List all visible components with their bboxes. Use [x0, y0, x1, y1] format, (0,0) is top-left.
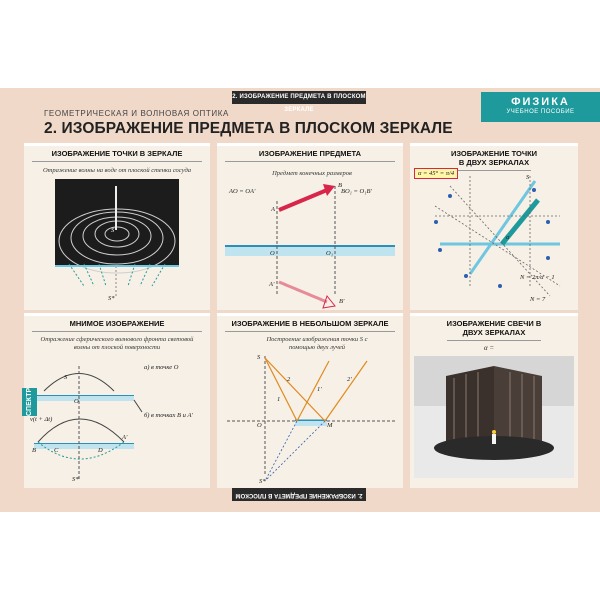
wave-photo: [24, 146, 210, 310]
object-image-diagram: [217, 146, 403, 310]
label-s-image: S*: [72, 476, 79, 483]
panel-title: МНИМОЕ ИЗОБРАЖЕНИЕ: [24, 316, 210, 332]
label-s: S: [111, 227, 115, 234]
panel-caption: Предмет конечных размеров: [272, 170, 352, 177]
panel-object-image: [217, 143, 403, 310]
label-n2p: 2': [347, 376, 352, 383]
label-b-image: B': [339, 298, 345, 305]
panel-point-two-mirrors: [410, 143, 578, 310]
label-s: S: [526, 174, 530, 181]
label-alpha: α: [506, 234, 510, 241]
publisher-logo: СПЕКТР: [22, 388, 37, 416]
alpha-label: α =: [484, 344, 495, 352]
label-a: A: [271, 206, 275, 213]
candle-photo: [410, 316, 578, 488]
equation-1: AO = OA': [229, 188, 256, 195]
note-b: б) в точках B и A': [144, 412, 193, 419]
label-o1: O₁: [326, 250, 333, 257]
alpha-value: α = 45° = π/4: [414, 168, 458, 179]
label-n1: 1: [277, 396, 281, 403]
panel-title: ИЗОБРАЖЕНИЕ ПРЕДМЕТА: [217, 146, 403, 162]
label-s-image: S*: [108, 295, 115, 302]
label-s: S: [64, 374, 68, 381]
panel-title: ИЗОБРАЖЕНИЕ В НЕБОЛЬШОМ ЗЕРКАЛЕ: [217, 316, 403, 332]
panel-caption: Отражение волны на воде от плоской стенки сосуда: [42, 167, 192, 174]
label-a-image: A': [122, 434, 128, 441]
label-m: M: [327, 422, 333, 429]
panel-caption: Построение изображения точки S с помощью двух лучей: [266, 336, 368, 351]
panel-caption: Отражение сферического волнового фронта световой волны от плоской поверхности: [40, 336, 194, 351]
panel-virtual-image: [24, 313, 210, 488]
virtual-image-diagram: [24, 316, 210, 488]
label-b: B: [32, 447, 36, 454]
top-tab: 2. ИЗОБРАЖЕНИЕ ПРЕДМЕТА В ПЛОСКОМ ЗЕРКАЛЕ: [232, 91, 366, 104]
label-s: S: [257, 354, 261, 361]
panel-title: ИЗОБРАЖЕНИЕ СВЕЧИ В ДВУХ ЗЕРКАЛАХ: [439, 316, 549, 341]
label-a-image: A': [269, 281, 275, 288]
bottom-tab: 2. ИЗОБРАЖЕНИЕ ПРЕДМЕТА В ПЛОСКОМ: [232, 488, 366, 501]
label-vt: v(t + Δt): [30, 416, 53, 423]
brand-subject: ФИЗИКА: [511, 96, 570, 108]
equation-2: BO₁ = O₁B': [341, 188, 372, 195]
label-n1p: 1': [317, 386, 322, 393]
formula-n: N = 2π/α − 1: [520, 274, 555, 281]
label-o: O: [257, 422, 262, 429]
brand-subtitle: УЧЕБНОЕ ПОСОБИЕ: [506, 109, 575, 115]
label-n2: 2: [287, 376, 291, 383]
label-c: C: [54, 447, 59, 454]
panel-point-in-mirror: [24, 143, 210, 310]
label-s-image: S*: [259, 478, 266, 485]
label-o: O: [270, 250, 275, 257]
panel-small-mirror: [217, 313, 403, 488]
brand-box: [481, 92, 600, 122]
label-o: O: [74, 398, 79, 405]
n-value: N = 7: [530, 296, 546, 303]
panel-title: ИЗОБРАЖЕНИЕ ТОЧКИ В ДВУХ ЗЕРКАЛАХ: [449, 146, 539, 171]
panel-title: ИЗОБРАЖЕНИЕ ТОЧКИ В ЗЕРКАЛЕ: [24, 146, 210, 162]
two-mirrors-diagram: [410, 146, 578, 310]
small-mirror-diagram: [217, 316, 403, 488]
poster-title: 2. ИЗОБРАЖЕНИЕ ПРЕДМЕТА В ПЛОСКОМ ЗЕРКАЛЕ: [44, 120, 453, 137]
label-b: B: [338, 182, 342, 189]
series-title: ГЕОМЕТРИЧЕСКАЯ И ВОЛНОВАЯ ОПТИКА: [44, 109, 229, 118]
panel-candle-two-mirrors: [410, 313, 578, 488]
note-a: а) в точке O: [144, 364, 179, 371]
label-d: D: [98, 447, 103, 454]
